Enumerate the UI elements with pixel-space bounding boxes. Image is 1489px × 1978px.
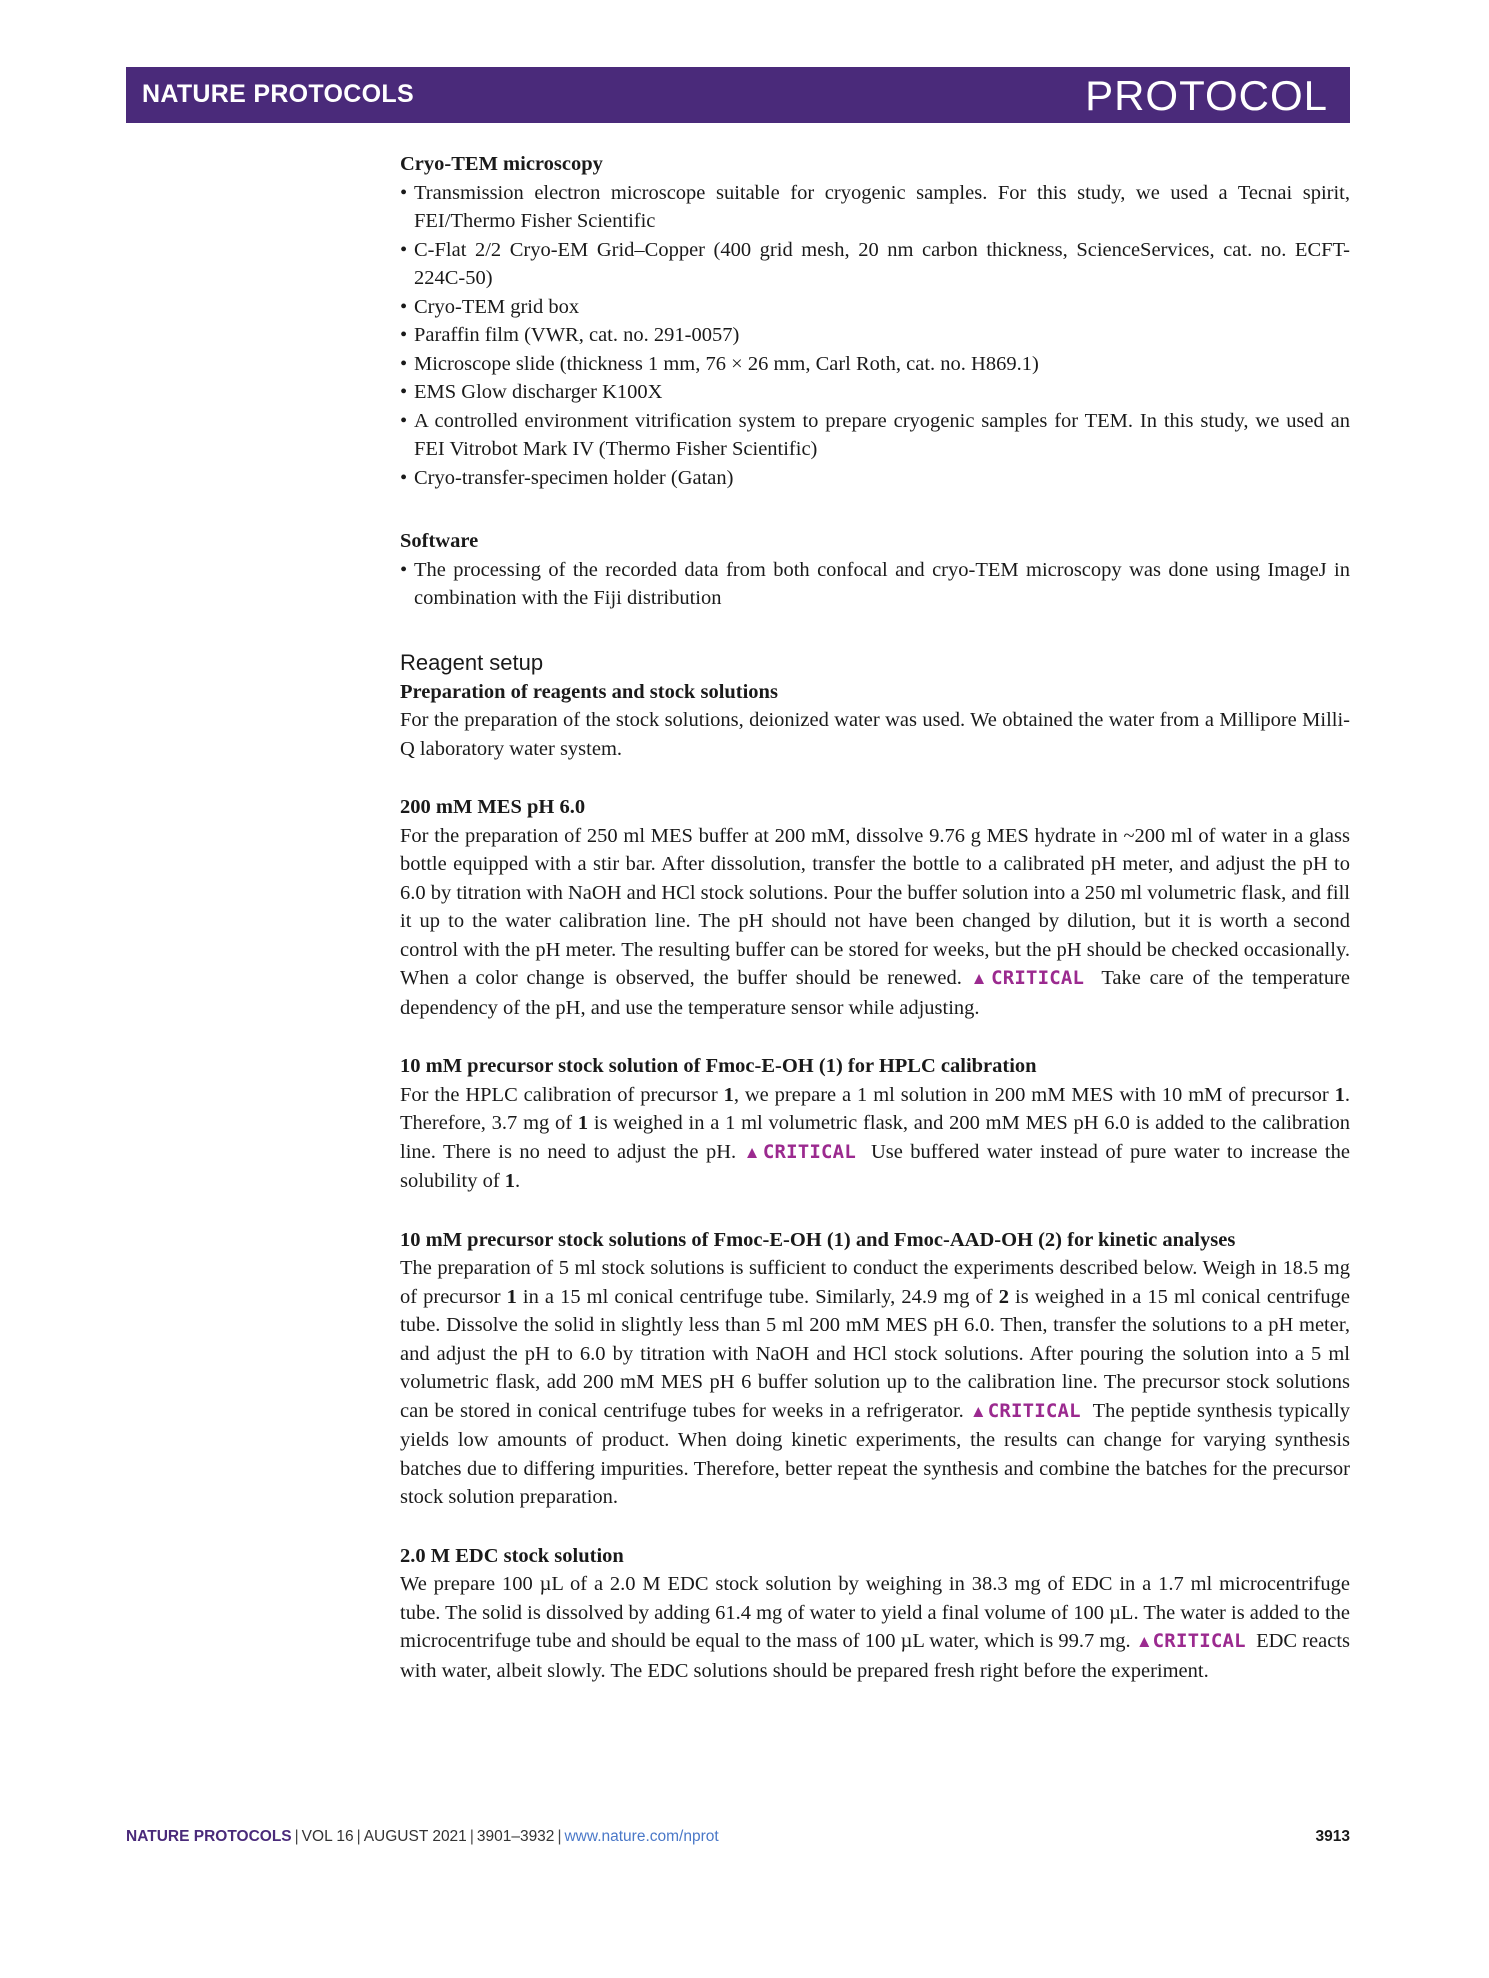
header-bar — [126, 67, 1350, 123]
hplc-critical-text: Use buffered water instead of pure water to increase the solubility of — [400, 1140, 1350, 1192]
footer-separator: | — [557, 1828, 562, 1845]
hplc-text-5: . — [515, 1170, 521, 1192]
footer-url-link[interactable]: www.nature.com/nprot — [564, 1828, 719, 1845]
critical-label: CRITICAL — [991, 967, 1085, 989]
hplc-paragraph — [400, 1081, 1350, 1196]
list-item: • Microscope slide (thickness 1 mm, 76 × 26 mm, Carl Roth, cat. no. H869.1) — [400, 350, 1350, 379]
software-heading: Software — [400, 530, 479, 552]
kinetic-text-2: in a 15 ml conical centrifuge tube. Similarly, 24.9 mg of — [516, 1285, 999, 1308]
footer-volume: VOL 16 — [301, 1828, 354, 1845]
edc-paragraph — [400, 1570, 1350, 1685]
edc-heading: 2.0 M EDC stock solution — [400, 1544, 624, 1567]
list-item: • EMS Glow discharger K100X — [400, 378, 1350, 407]
compound-ref: 1 — [504, 1170, 516, 1192]
list-item: • Transmission electron microscope suitable for cryogenic samples. For this study, we used a Tecnai spirit, FEI/Thermo Fisher Scientific — [400, 179, 1350, 236]
mes-critical-text: Take care of the temperature dependency of the pH, and use the temperature sensor while adjusting. — [400, 967, 1351, 1019]
page-footer — [126, 1828, 1350, 1846]
list-item: • The processing of the recorded data from both confocal and cryo-TEM microscopy was done using ImageJ in combination with the Fiji distribution — [400, 556, 1350, 613]
kinetic-paragraph — [400, 1254, 1350, 1512]
kinetic-critical-text: The peptide synthesis typically yields low amounts of product. When doing kinetic experiments, the results can change for varying synthesis batches due to differing impurities. Therefore, better repeat the synthesis and combine the batches for the precursor stock solution preparation. — [400, 1399, 1351, 1508]
kinetic-heading: 10 mM precursor stock solutions of Fmoc-E-OH (1) and Fmoc-AAD-OH (2) for kinetic analyses — [400, 1228, 1236, 1251]
hplc-text-4: is weighed in a 1 ml volumetric flask, and 200 mM MES pH 6.0 is added to the calibration line. There is no need to adjust the pH. — [400, 1112, 1350, 1163]
mes-text: For the preparation of 250 ml MES buffer at 200 mM, dissolve 9.76 g MES hydrate in ~200 ml of water in a glass bottle equipped with a stir bar. After dissolution, transfer the bottle to a calibrated pH meter, and adjust the pH to 6.0 by titration with NaOH and HCl stock solutions. Pour the buffer solution into a 250 ml volumetric flask, and fill it up to the water calibration line. The pH should not have been changed by dilution, but it is worth a second control with the pH meter. The resulting buffer can be stored for weeks, but the pH should be checked occasionally. When a color change is observed, the buffer should be renewed. — [400, 824, 1350, 989]
journal-name: NATURE PROTOCOLS — [142, 80, 414, 108]
prep-heading: Preparation of reagents and stock solutions — [400, 680, 778, 703]
critical-triangle-icon: ▲ — [970, 969, 992, 988]
article-type: PROTOCOL — [1085, 72, 1328, 119]
kinetic-text-1: The preparation of 5 ml stock solutions is sufficient to conduct the experiments described below. Weigh in 18.5 mg of precursor — [400, 1257, 1350, 1308]
critical-triangle-icon: ▲ — [969, 1401, 988, 1421]
hplc-heading: 10 mM precursor stock solution of Fmoc-E-OH (1) for HPLC calibration — [400, 1055, 1037, 1077]
hplc-text-1: For the HPLC calibration of precursor — [400, 1083, 724, 1106]
critical-label: CRITICAL — [987, 1399, 1081, 1422]
page-number: 3913 — [1315, 1828, 1350, 1845]
footer-separator: | — [294, 1828, 299, 1845]
compound-ref: 1 — [577, 1112, 589, 1134]
list-item: • Paraffin film (VWR, cat. no. 291-0057) — [400, 321, 1350, 350]
compound-ref: 1 — [506, 1285, 517, 1308]
footer-date: AUGUST 2021 — [363, 1828, 467, 1845]
edc-critical-text: EDC reacts with water, albeit slowly. The EDC solutions should be prepared fresh right before the experiment. — [400, 1630, 1351, 1682]
critical-triangle-icon: ▲ — [1135, 1632, 1153, 1651]
compound-ref: 1 — [723, 1083, 734, 1106]
reagent-setup-heading: Reagent setup — [400, 649, 544, 675]
footer-pages: 3901–3932 — [476, 1828, 555, 1845]
hplc-text-3: . Therefore, 3.7 mg of — [400, 1083, 1351, 1134]
list-item: • A controlled environment vitrification system to prepare cryogenic samples for TEM. In this study, we used an FEI Vitrobot Mark IV (Thermo Fisher Scientific) — [400, 407, 1350, 464]
critical-label: CRITICAL — [1152, 1630, 1246, 1652]
footer-journal: NATURE PROTOCOLS — [126, 1828, 292, 1845]
cryo-tem-list — [400, 179, 1350, 493]
list-item: • Cryo-transfer-specimen holder (Gatan) — [400, 464, 1350, 493]
critical-label: CRITICAL — [762, 1140, 856, 1163]
mes-paragraph — [400, 822, 1350, 1023]
footer-separator: | — [469, 1828, 474, 1845]
list-item: • C-Flat 2/2 Cryo-EM Grid–Copper (400 grid mesh, 20 nm carbon thickness, ScienceServices, cat. no. ECFT-224C-50) — [400, 236, 1350, 293]
list-item: • Cryo-TEM grid box — [400, 293, 1350, 322]
cryo-tem-heading: Cryo-TEM microscopy — [400, 153, 603, 175]
mes-heading: 200 mM MES pH 6.0 — [400, 796, 586, 818]
prep-text: For the preparation of the stock solutions, deionized water was used. We obtained the water from a Millipore Milli-Q laboratory water system. — [400, 709, 1350, 760]
software-list — [400, 556, 1350, 613]
compound-ref: 1 — [1334, 1083, 1345, 1106]
kinetic-text-3: is weighed in a 15 ml conical centrifuge tube. Dissolve the solid in slightly less than 5 ml 200 mM MES pH 6.0. Then, transfer the solutions to a pH meter, and adjust the pH to 6.0 by titration with NaOH and HCl stock solutions. After pouring the solution into a 5 ml volumetric flask, add 200 mM MES pH 6 buffer solution up to the calibration line. The precursor stock solutions can be stored in conical centrifuge tubes for weeks in a refrigerator. — [400, 1285, 1350, 1422]
hplc-text-2: , we prepare a 1 ml solution in 200 mM MES with 10 mM of precursor — [733, 1083, 1335, 1106]
page-content — [400, 150, 1350, 1685]
compound-ref: 2 — [998, 1285, 1009, 1308]
edc-text: We prepare 100 µL of a 2.0 M EDC stock solution by weighing in 38.3 mg of EDC in a 1.7 ml microcentrifuge tube. The solid is dissolved by adding 61.4 mg of water to yield a final volume of 100 µL. The water is added to the microcentrifuge tube and should be equal to the mass of 100 µL water, which is 99.7 mg. — [400, 1573, 1350, 1652]
footer-separator: | — [356, 1828, 361, 1845]
critical-triangle-icon: ▲ — [743, 1142, 763, 1162]
